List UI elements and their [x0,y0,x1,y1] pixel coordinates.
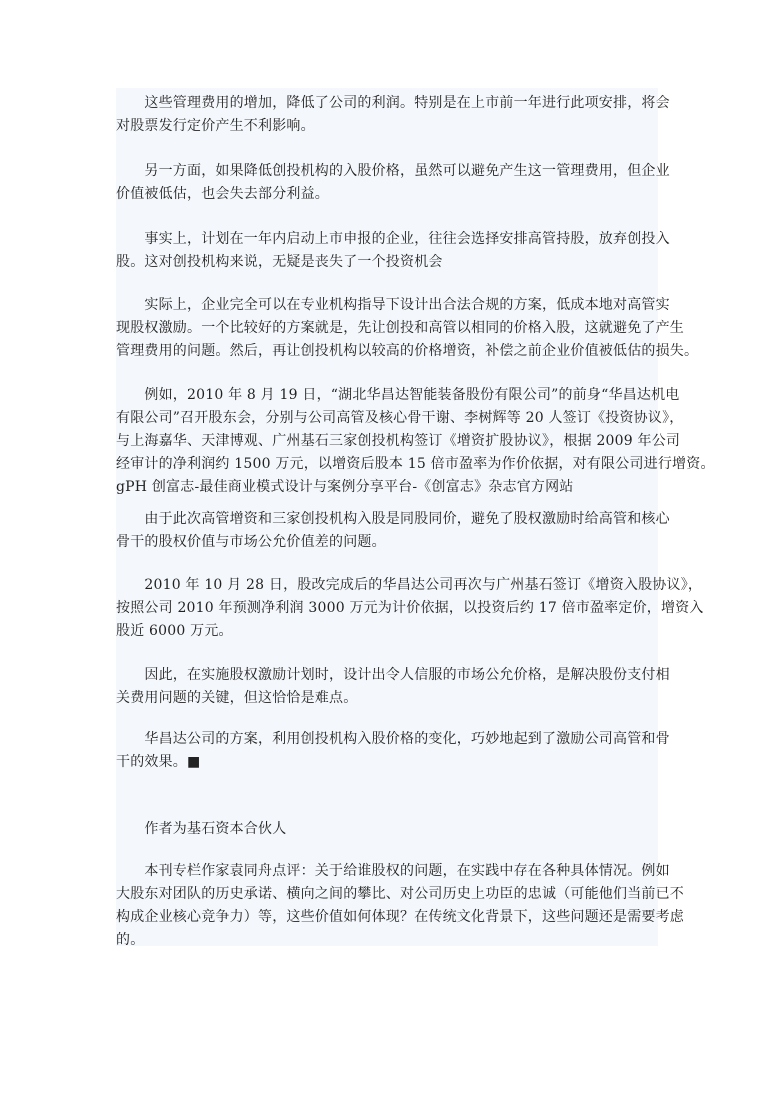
text-line: 管理费用的问题。然后，再让创投机构以较高的价格增资，补偿之前企业价值被低估的损失。 [116,343,699,359]
paragraph-management-cost [116,92,670,138]
text-line: 由于此次高管增资和三家创投机构入股是同股同价，避免了股权激励时给高管和核心 [116,511,670,527]
text-line: 经审计的净利润约 1500 万元，以增资后股本 15 倍市盈率为作价依据，对有限公司进行增资。 [116,456,715,472]
text-line: 股近 6000 万元。 [116,623,233,639]
article-body [116,88,715,948]
text-line: 按照公司 2010 年预测净利润 3000 万元为计价依据，以投资后约 17 倍市盈率定价，增资入 [116,600,704,616]
text-line: 作者为基石资本合伙人 [116,821,287,837]
text-line: 对股票发行定价产生不利影响。 [116,118,315,134]
paragraph-therefore [116,664,670,710]
text-line: 股。这对创投机构来说，无疑是丧失了一个投资机会 [116,254,443,270]
text-line: 骨干的股权价值与市场公允价值差的问题。 [116,534,386,550]
paragraph-in-fact [116,228,670,274]
paragraph-actually [116,294,698,363]
text-line: 干的效果。■ [116,754,201,770]
columnist-comment [116,860,684,952]
text-line: 这些管理费用的增加，降低了公司的利润。特别是在上市前一年进行此项安排，将会 [116,95,670,111]
paragraph-same-price [116,508,670,554]
text-line: 例如，2010 年 8 月 19 日，“湖北华昌达智能装备股份有限公司”的前身“华昌达机电 [116,387,680,403]
text-line: 价值被低估，也会失去部分利益。 [116,186,329,202]
text-line: 2010 年 10 月 28 日，股改完成后的华昌达公司再次与广州基石签订《增资入股协议》， [116,577,703,593]
text-line: 大股东对团队的历史承诺、横向之间的攀比、对公司历史上功臣的忠诚（可能他们当前已不 [116,886,684,902]
paragraph-oct-2010 [116,574,704,643]
text-line: 另一方面，如果降低创投机构的入股价格，虽然可以避免产生这一管理费用，但企业 [116,163,670,179]
text-line: 现股权激励。一个比较好的方案就是，先让创投和高管以相同的价格入股，这就避免了产生 [116,320,684,336]
text-line: 因此，在实施股权激励计划时，设计出令人信服的市场公允价格，是解决股份支付相 [116,667,670,683]
text-line: 华昌达公司的方案，利用创投机构入股价格的变化，巧妙地起到了激励公司高管和骨 [116,731,670,747]
text-line: 的。 [116,932,145,948]
paragraph-lower-price [116,160,670,206]
text-line: 本刊专栏作家袁同舟点评：关于给谁股权的问题，在实践中存在各种具体情况。例如 [116,863,670,879]
text-line: 有限公司”召开股东会，分别与公司高管及核心骨干谢、李树辉等 20 人签订《投资协议》， [116,410,684,426]
source-watermark-line: gPH 创富志-最佳商业模式设计与案例分享平台-《创富志》杂志官方网站 [116,479,574,495]
text-line: 事实上，计划在一年内启动上市申报的企业，往往会选择安排高管持股，放弃创投入 [116,231,670,247]
paragraph-conclusion [116,728,670,774]
paragraph-example [116,384,715,499]
author-note [116,818,286,841]
text-line: 关费用问题的关键，但这恰恰是难点。 [116,690,358,706]
text-line: 实际上，企业完全可以在专业机构指导下设计出合法合规的方案，低成本地对高管实 [116,297,670,313]
text-line: 与上海嘉华、天津博观、广州基石三家创投机构签订《增资扩股协议》，根据 2009 年公司 [116,433,681,449]
text-line: 构成企业核心竞争力）等，这些价值如何体现？在传统文化背景下，这些问题还是需要考虑 [116,909,684,925]
